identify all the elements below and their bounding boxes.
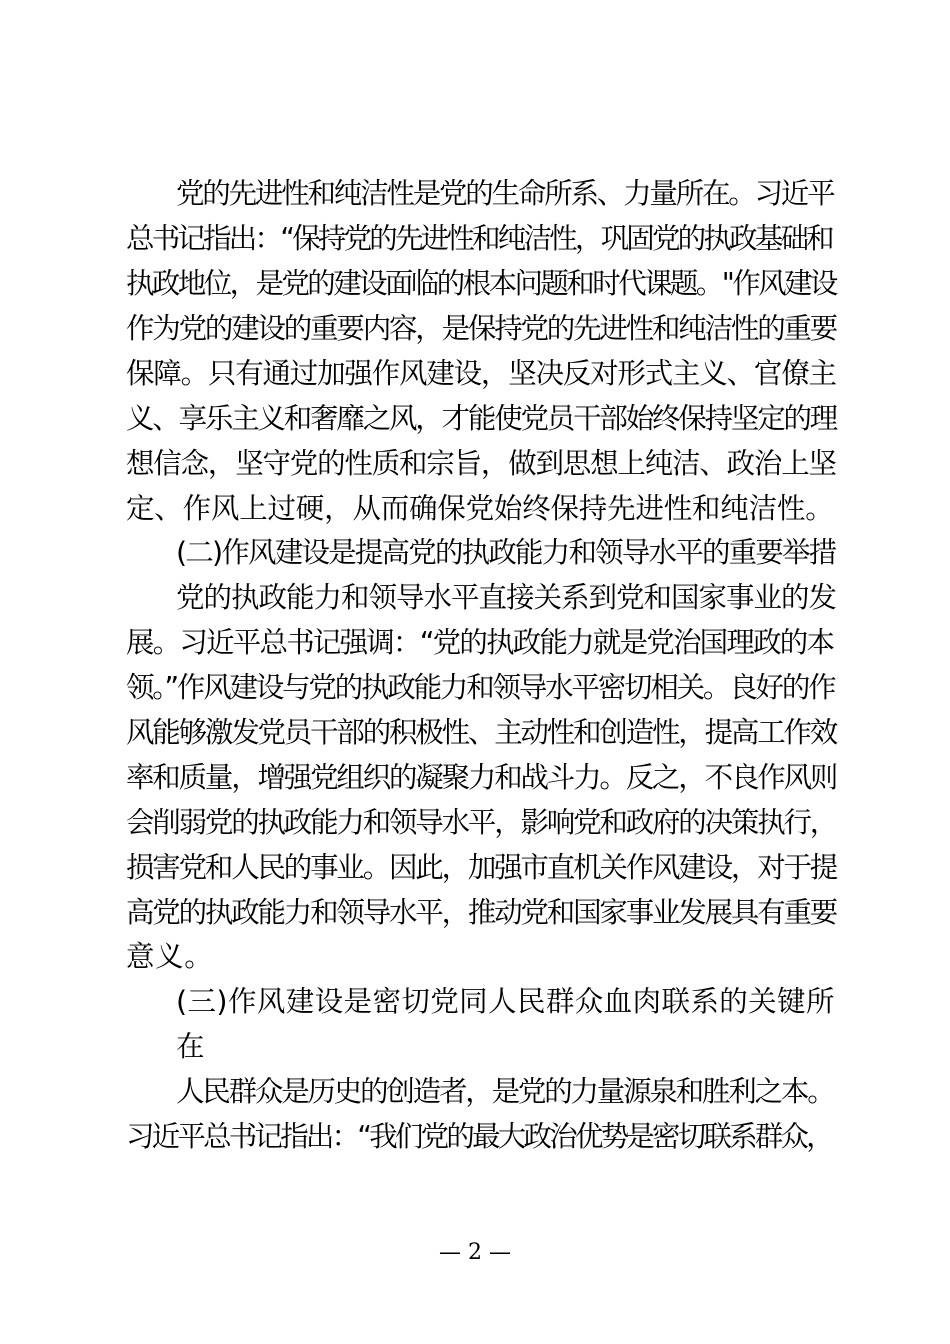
paragraph-line: 领。”作风建设与党的执政能力和领导水平密切相关。良好的作 — [126, 671, 835, 704]
paragraph-line: 总书记指出：“保持党的先进性和纯洁性，巩固党的执政基础和 — [126, 222, 832, 255]
paragraph-line: 保障。只有通过加强作风建设，坚决反对形式主义、官僚主 — [126, 357, 836, 390]
paragraph-line: 党的执政能力和领导水平直接关系到党和国家事业的发 — [176, 581, 837, 614]
paragraph-line: 人民群众是历史的创造者，是党的力量源泉和胜利之本。 — [176, 1075, 834, 1108]
section-heading: (三)作风建设是密切党同人民群众血肉联系的关键所 — [176, 985, 835, 1018]
paragraph-line: 意义。 — [126, 940, 214, 973]
paragraph-line: 会削弱党的执政能力和领导水平，影响党和政府的决策执行， — [126, 806, 837, 839]
paragraph-line: 高党的执政能力和领导水平，推动党和国家事业发展具有重要 — [126, 896, 837, 929]
paragraph-line: 率和质量，增强党组织的凝聚力和战斗力。反之，不良作风则 — [126, 761, 837, 794]
paragraph-line: 想信念，坚守党的性质和宗旨，做到思想上纯洁、政治上坚 — [126, 447, 836, 480]
paragraph-line: 作为党的建设的重要内容，是保持党的先进性和纯洁性的重要 — [126, 312, 837, 345]
section-heading-continued: 在 — [176, 1030, 206, 1063]
paragraph-line: 义、享乐主义和奢靡之风，才能使党员干部始终保持坚定的理 — [126, 402, 837, 435]
paragraph-line: 党的先进性和纯洁性是党的生命所系、力量所在。习近平 — [176, 177, 834, 210]
paragraph-line: 习近平总书记指出：“我们党的最大政治优势是密切联系群众， — [126, 1120, 832, 1153]
paragraph-line: 定、作风上过硬，从而确保党始终保持先进性和纯洁性。 — [126, 492, 834, 525]
section-heading: (二)作风建设是提高党的执政能力和领导水平的重要举措 — [176, 536, 836, 569]
paragraph-line: 展。习近平总书记强调：“党的执政能力就是党治国理政的本 — [126, 626, 834, 659]
paragraph-line: 损害党和人民的事业。因此，加强市直机关作风建设，对于提 — [126, 851, 837, 884]
paragraph-line: 执政地位，是党的建设面临的根本问题和时代课题。"作风建设 — [126, 267, 836, 300]
page-number: — 2 — — [439, 1240, 511, 1265]
paragraph-line: 风能够激发党员干部的积极性、主动性和创造性，提高工作效 — [126, 716, 837, 749]
